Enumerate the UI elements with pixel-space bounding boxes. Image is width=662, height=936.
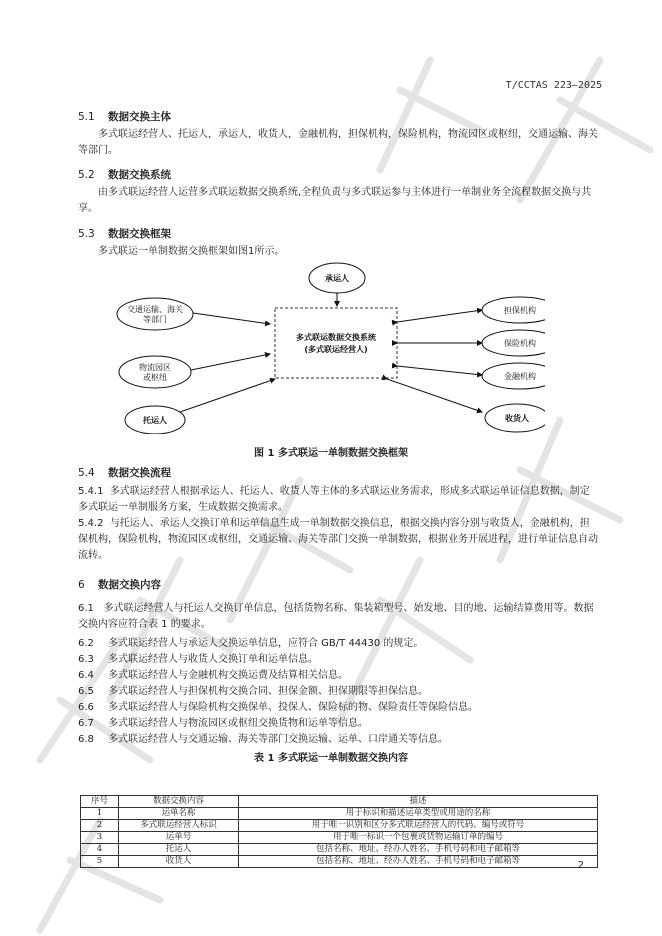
- item-number: 6.2: [78, 638, 94, 649]
- item-6-6: [78, 698, 478, 713]
- table-caption: 表 1 多式联运一单制数据交换内容: [254, 753, 408, 764]
- guarantee-label: 担保机构: [504, 306, 536, 315]
- section-number: 5.1: [78, 111, 95, 123]
- item-text: 多式联运经营人与收货人交换订单和运单信息。: [108, 654, 318, 665]
- data-exchange-table: [80, 795, 598, 868]
- table-cell: 用于标识和描述运单类型或用途的名称: [239, 808, 598, 820]
- section-5-2-text: 由多式联运经营人运营多式联运数据交换系统,全程负责与多式联运参与主体进行一单制业务全流程数据交换与共享。: [78, 187, 592, 214]
- section-5-1-text: 多式联运经营人、托运人，承运人，收货人，金融机构，担保机构，保险机构，物流园区或枢纽，交通运输、海关等部门。: [78, 129, 598, 156]
- header-cell: 序号: [81, 796, 119, 808]
- table-cell: 包括名称、地址、经办人姓名、手机号码和电子邮箱等: [239, 856, 598, 868]
- section-number: 5.2: [78, 169, 95, 181]
- carrier-label: 承运人: [325, 274, 349, 283]
- consignee-label: 收货人: [505, 414, 529, 423]
- table-cell: 1: [81, 808, 119, 820]
- table-row: [81, 856, 598, 868]
- table-cell: 用于唯一识别和区分多式联运经营人的代码、编号或符号: [239, 820, 598, 832]
- table-cell: 运单名称: [119, 808, 239, 820]
- item-text: 多式联运经营人与交通运输、海关等部门交换运输、运单、口岸通关等信息。: [108, 734, 448, 745]
- para-text: 多式联运经营人根据承运人、托运人、收货人等主体的多式联运业务需求，形成多式联运单证信息数据，制定多式联运一单制服务方案，生成数据交换需求。: [78, 486, 590, 513]
- section-5-3-heading: [78, 226, 171, 241]
- item-6-3: [78, 650, 318, 665]
- section-title: 数据交换主体: [108, 111, 171, 123]
- header-cell: 描述: [239, 796, 598, 808]
- table-cell: 运单号: [119, 832, 239, 844]
- shipper-label: 托运人: [143, 416, 167, 425]
- system-sublabel: (多式联运经营人): [304, 345, 368, 354]
- para-text: 与托运人、承运人交换订单和运单信息生成一单制数据交换信息，根据交换内容分别与收货人，金融机构，担保机构，保险机构，物流园区或枢纽，交通运输、海关等部门交换一单制数据，根据业务开展进程，进行单证信息自动流转。: [78, 518, 598, 561]
- section-number: 5.3: [78, 228, 95, 240]
- table-cell: 用于唯一标识一个包裹或货物运输订单的编号: [239, 832, 598, 844]
- section-5-4-1: [78, 484, 598, 516]
- table-cell: 多式联运经营人标识: [119, 820, 239, 832]
- logistics-label-2: 或枢纽: [143, 373, 167, 382]
- item-number: 6.3: [78, 654, 94, 665]
- section-number: 5.4: [78, 467, 95, 479]
- table-row: [81, 832, 598, 844]
- table-cell: 包括名称、地址、经办人姓名、手机号码和电子邮箱等: [239, 844, 598, 856]
- section-5-4-heading: [78, 465, 171, 480]
- para-number: 5.4.2: [78, 518, 104, 529]
- section-5-4-2: [78, 516, 598, 564]
- table-cell: 4: [81, 844, 119, 856]
- arrow-consignee: [387, 379, 482, 412]
- arrow-shipper: [180, 379, 275, 412]
- arrow-guarantee: [397, 310, 482, 322]
- table-row: [81, 820, 598, 832]
- item-6-4: [78, 666, 348, 681]
- standard-code: T/CCTAS 223—2025: [505, 80, 602, 91]
- system-label: 多式联运数据交换系统: [296, 333, 376, 342]
- item-6-7: [78, 714, 368, 729]
- item-number: 6.6: [78, 702, 94, 713]
- table-cell: 收货人: [119, 856, 239, 868]
- table-cell: 2: [81, 820, 119, 832]
- insurance-label: 保险机构: [504, 339, 536, 348]
- figure-caption: 图 1 多式联运一单制数据交换框架: [254, 448, 408, 459]
- item-text: 多式联运经营人与托运人交换订单信息，包括货物名称、集装箱型号、始发地、目的地、运输结算费用等。数据交换内容应符合表 1 的要求。: [78, 603, 594, 630]
- table-cell: 3: [81, 832, 119, 844]
- item-number: 6.8: [78, 734, 94, 745]
- arrow-logistics: [191, 354, 270, 370]
- logistics-label: 物流园区: [139, 363, 171, 372]
- section-title: 数据交换系统: [108, 169, 171, 181]
- item-6-1: [78, 601, 598, 633]
- item-number: 6.5: [78, 686, 94, 697]
- transport-customs-label: 交通运输、海关: [127, 305, 183, 314]
- transport-customs-label-2: 等部门: [143, 315, 167, 324]
- header-cell: 数据交换内容: [119, 796, 239, 808]
- table-cell: 5: [81, 856, 119, 868]
- item-text: 多式联运经营人与保险机构交换保单、投保人、保险标的物、保险责任等保险信息。: [108, 702, 478, 713]
- item-text: 多式联运经营人与担保机构交换合同、担保金额、担保期限等担保信息。: [108, 686, 428, 697]
- item-number: 6.7: [78, 718, 94, 729]
- item-6-8: [78, 730, 448, 745]
- system-box: [275, 308, 397, 378]
- section-5-3-text: 多式联运一单制数据交换框架如图1所示。: [98, 246, 285, 257]
- section-title: 数据交换内容: [98, 579, 161, 591]
- node-transport-customs: [117, 298, 193, 330]
- node-logistics: [119, 356, 191, 388]
- item-text: 多式联运经营人与物流园区或枢纽交换货物和运单等信息。: [108, 718, 368, 729]
- page-number: 2: [577, 860, 584, 871]
- section-5-1-heading: [78, 109, 171, 124]
- table-row: [81, 844, 598, 856]
- arrow-transport: [193, 313, 270, 324]
- table-row: [81, 808, 598, 820]
- section-6-heading: [78, 577, 161, 592]
- section-title: 数据交换框架: [108, 228, 171, 240]
- exchange-framework-diagram: [115, 262, 545, 434]
- para-number: 5.4.1: [78, 486, 104, 497]
- section-number: 6: [78, 579, 85, 591]
- item-number: 6.1: [78, 603, 94, 614]
- arrow-finance: [397, 366, 482, 375]
- table-cell: 托运人: [119, 844, 239, 856]
- section-title: 数据交换流程: [108, 467, 171, 479]
- item-6-5: [78, 682, 428, 697]
- item-text: 多式联运经营人与金融机构交换运费及结算相关信息。: [108, 670, 348, 681]
- item-6-2: [78, 634, 423, 649]
- finance-label: 金融机构: [504, 372, 536, 381]
- table-header-row: [81, 796, 598, 808]
- item-number: 6.4: [78, 670, 94, 681]
- item-text: 多式联运经营人与承运人交换运单信息，应符合 GB/T 44430 的规定。: [108, 638, 424, 649]
- section-5-2-heading: [78, 167, 171, 182]
